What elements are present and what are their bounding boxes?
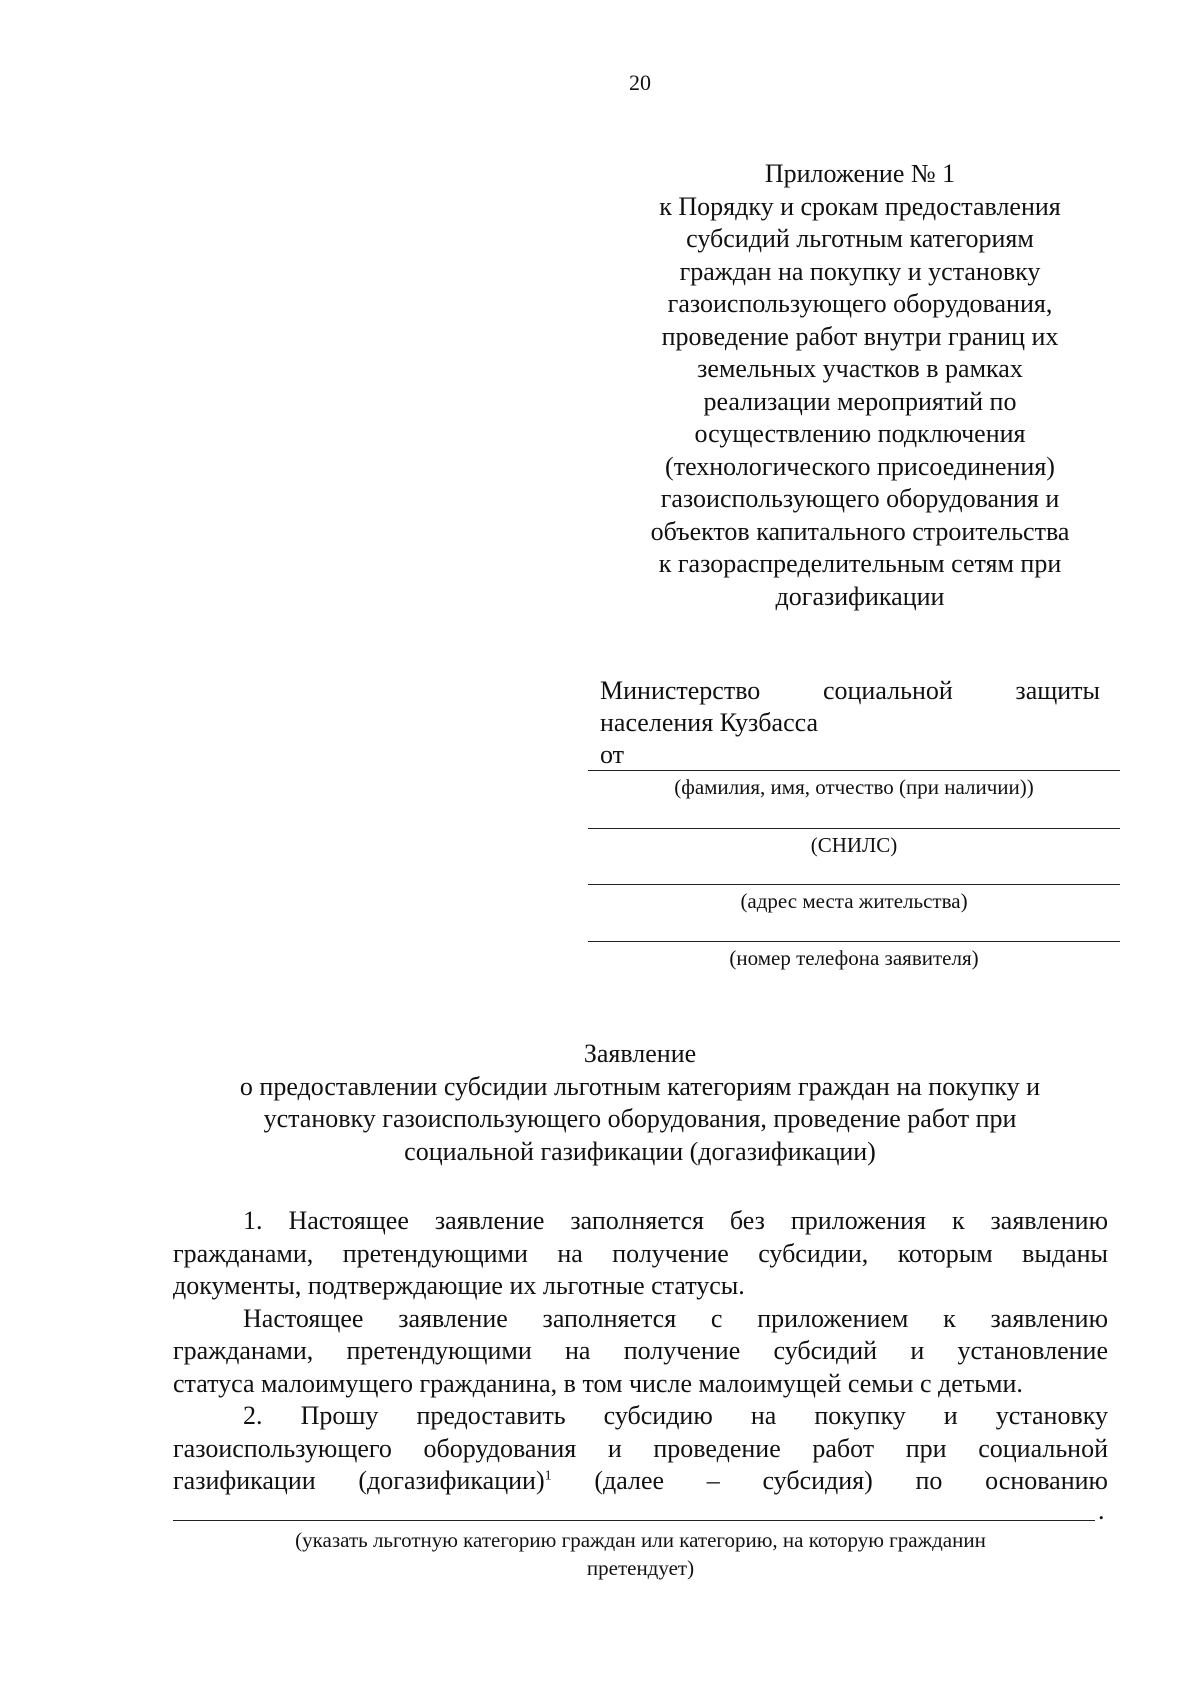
from-label: от (600, 740, 625, 769)
fio-caption: (фамилия, имя, отчество (при наличии)) (674, 775, 1034, 799)
snils-caption: (СНИЛС) (810, 833, 898, 857)
snils-line[interactable] (588, 828, 1120, 829)
word: (далее (594, 1466, 665, 1495)
appendix-line: Приложение № 1 (764, 159, 956, 188)
basis-caption-line: претендует) (586, 1556, 695, 1580)
paragraph-2-line: статуса малоимущего гражданина, в том числе малоимущей семьи с детьми. (173, 1368, 1023, 1398)
appendix-line: газоиспользующего оборудования, (667, 289, 1053, 318)
title-line: о предоставлении субсидии льготным категориям граждан на покупку и (239, 1071, 1041, 1101)
basis-caption-line: (указать льготную категорию граждан или категорию, на которую гражданин (295, 1528, 986, 1552)
paragraph-1-line: гражданами, претендующими на получение субсидии, которым выданы (173, 1238, 1108, 1268)
paragraph-1-line: 1. Настоящее заявление заполняется без приложения к заявлению (243, 1206, 1108, 1235)
title-line: установку газоиспользующего оборудования, проведение работ при (263, 1104, 1017, 1133)
word: (догазификации) (358, 1466, 545, 1495)
ministry-line-1 (600, 675, 1100, 707)
paragraph-1-line: документы, подтверждающие их льготные статусы. (173, 1271, 745, 1300)
word: – (706, 1466, 720, 1495)
address-caption: (адрес места жительства) (740, 889, 968, 913)
paragraph-3-line: 2. Прошу предоставить субсидию на покупку и установку (243, 1401, 1108, 1430)
paragraph-3-line: газоиспользующего оборудования и проведение работ при социальной (173, 1433, 1108, 1463)
fio-line[interactable] (588, 770, 1120, 771)
word: газификации (173, 1466, 316, 1495)
application-title (170, 1038, 1110, 1168)
ministry-word: социальной (822, 676, 953, 705)
address-field[interactable] (588, 884, 1120, 914)
appendix-line: (технологического присоединения) (665, 451, 1055, 481)
phone-field[interactable] (588, 941, 1120, 971)
appendix-line: догазификации (775, 581, 945, 611)
appendix-line: проведение работ внутри границ их (661, 321, 1059, 351)
ministry-line-2: населения Кузбасса (600, 708, 819, 737)
ministry-word: Министерство (600, 676, 761, 705)
appendix-line: к газораспределительным сетям при (658, 549, 1062, 578)
appendix-line: осуществлению подключения (694, 419, 1026, 448)
appendix-line: объектов капитального строительства (650, 516, 1070, 546)
title-line: социальной газификации (догазификации) (404, 1136, 876, 1166)
appendix-reference (620, 158, 1100, 613)
paragraph-2-line: Настоящее заявление заполняется с приложением к заявлению (243, 1303, 1108, 1333)
address-line[interactable] (588, 884, 1120, 885)
basis-period: . (1098, 1496, 1105, 1525)
appendix-line: реализации мероприятий по (703, 386, 1017, 416)
appendix-line: граждан на покупку и установку (679, 256, 1041, 286)
appendix-line: земельных участков в рамках (697, 354, 1023, 383)
word: основанию (985, 1466, 1108, 1495)
basis-line[interactable] (173, 1520, 1095, 1521)
page-number: 20 (629, 70, 651, 95)
appendix-line: газоиспользующего оборудования и (660, 484, 1060, 513)
appendix-line: к Порядку и срокам предоставления (659, 191, 1061, 221)
ministry-word: защиты (1015, 676, 1100, 705)
word-with-footnote (358, 1465, 551, 1498)
application-body (173, 1205, 1108, 1498)
appendix-line: субсидий льготным категориям (686, 224, 1034, 253)
footnote-marker[interactable]: 1 (544, 1468, 552, 1484)
paragraph-2-line: гражданами, претендующими на получение субсидий и установление (173, 1336, 1108, 1365)
word: по (915, 1466, 943, 1495)
snils-field[interactable] (588, 828, 1120, 858)
addressee-block (600, 675, 1100, 771)
paragraph-3-line (173, 1465, 1108, 1498)
phone-line[interactable] (588, 941, 1120, 942)
phone-caption: (номер телефона заявителя) (729, 946, 979, 970)
title-heading: Заявление (583, 1039, 697, 1068)
word: субсидия) (762, 1466, 873, 1495)
fio-field[interactable] (588, 770, 1120, 800)
basis-caption (173, 1526, 1108, 1582)
